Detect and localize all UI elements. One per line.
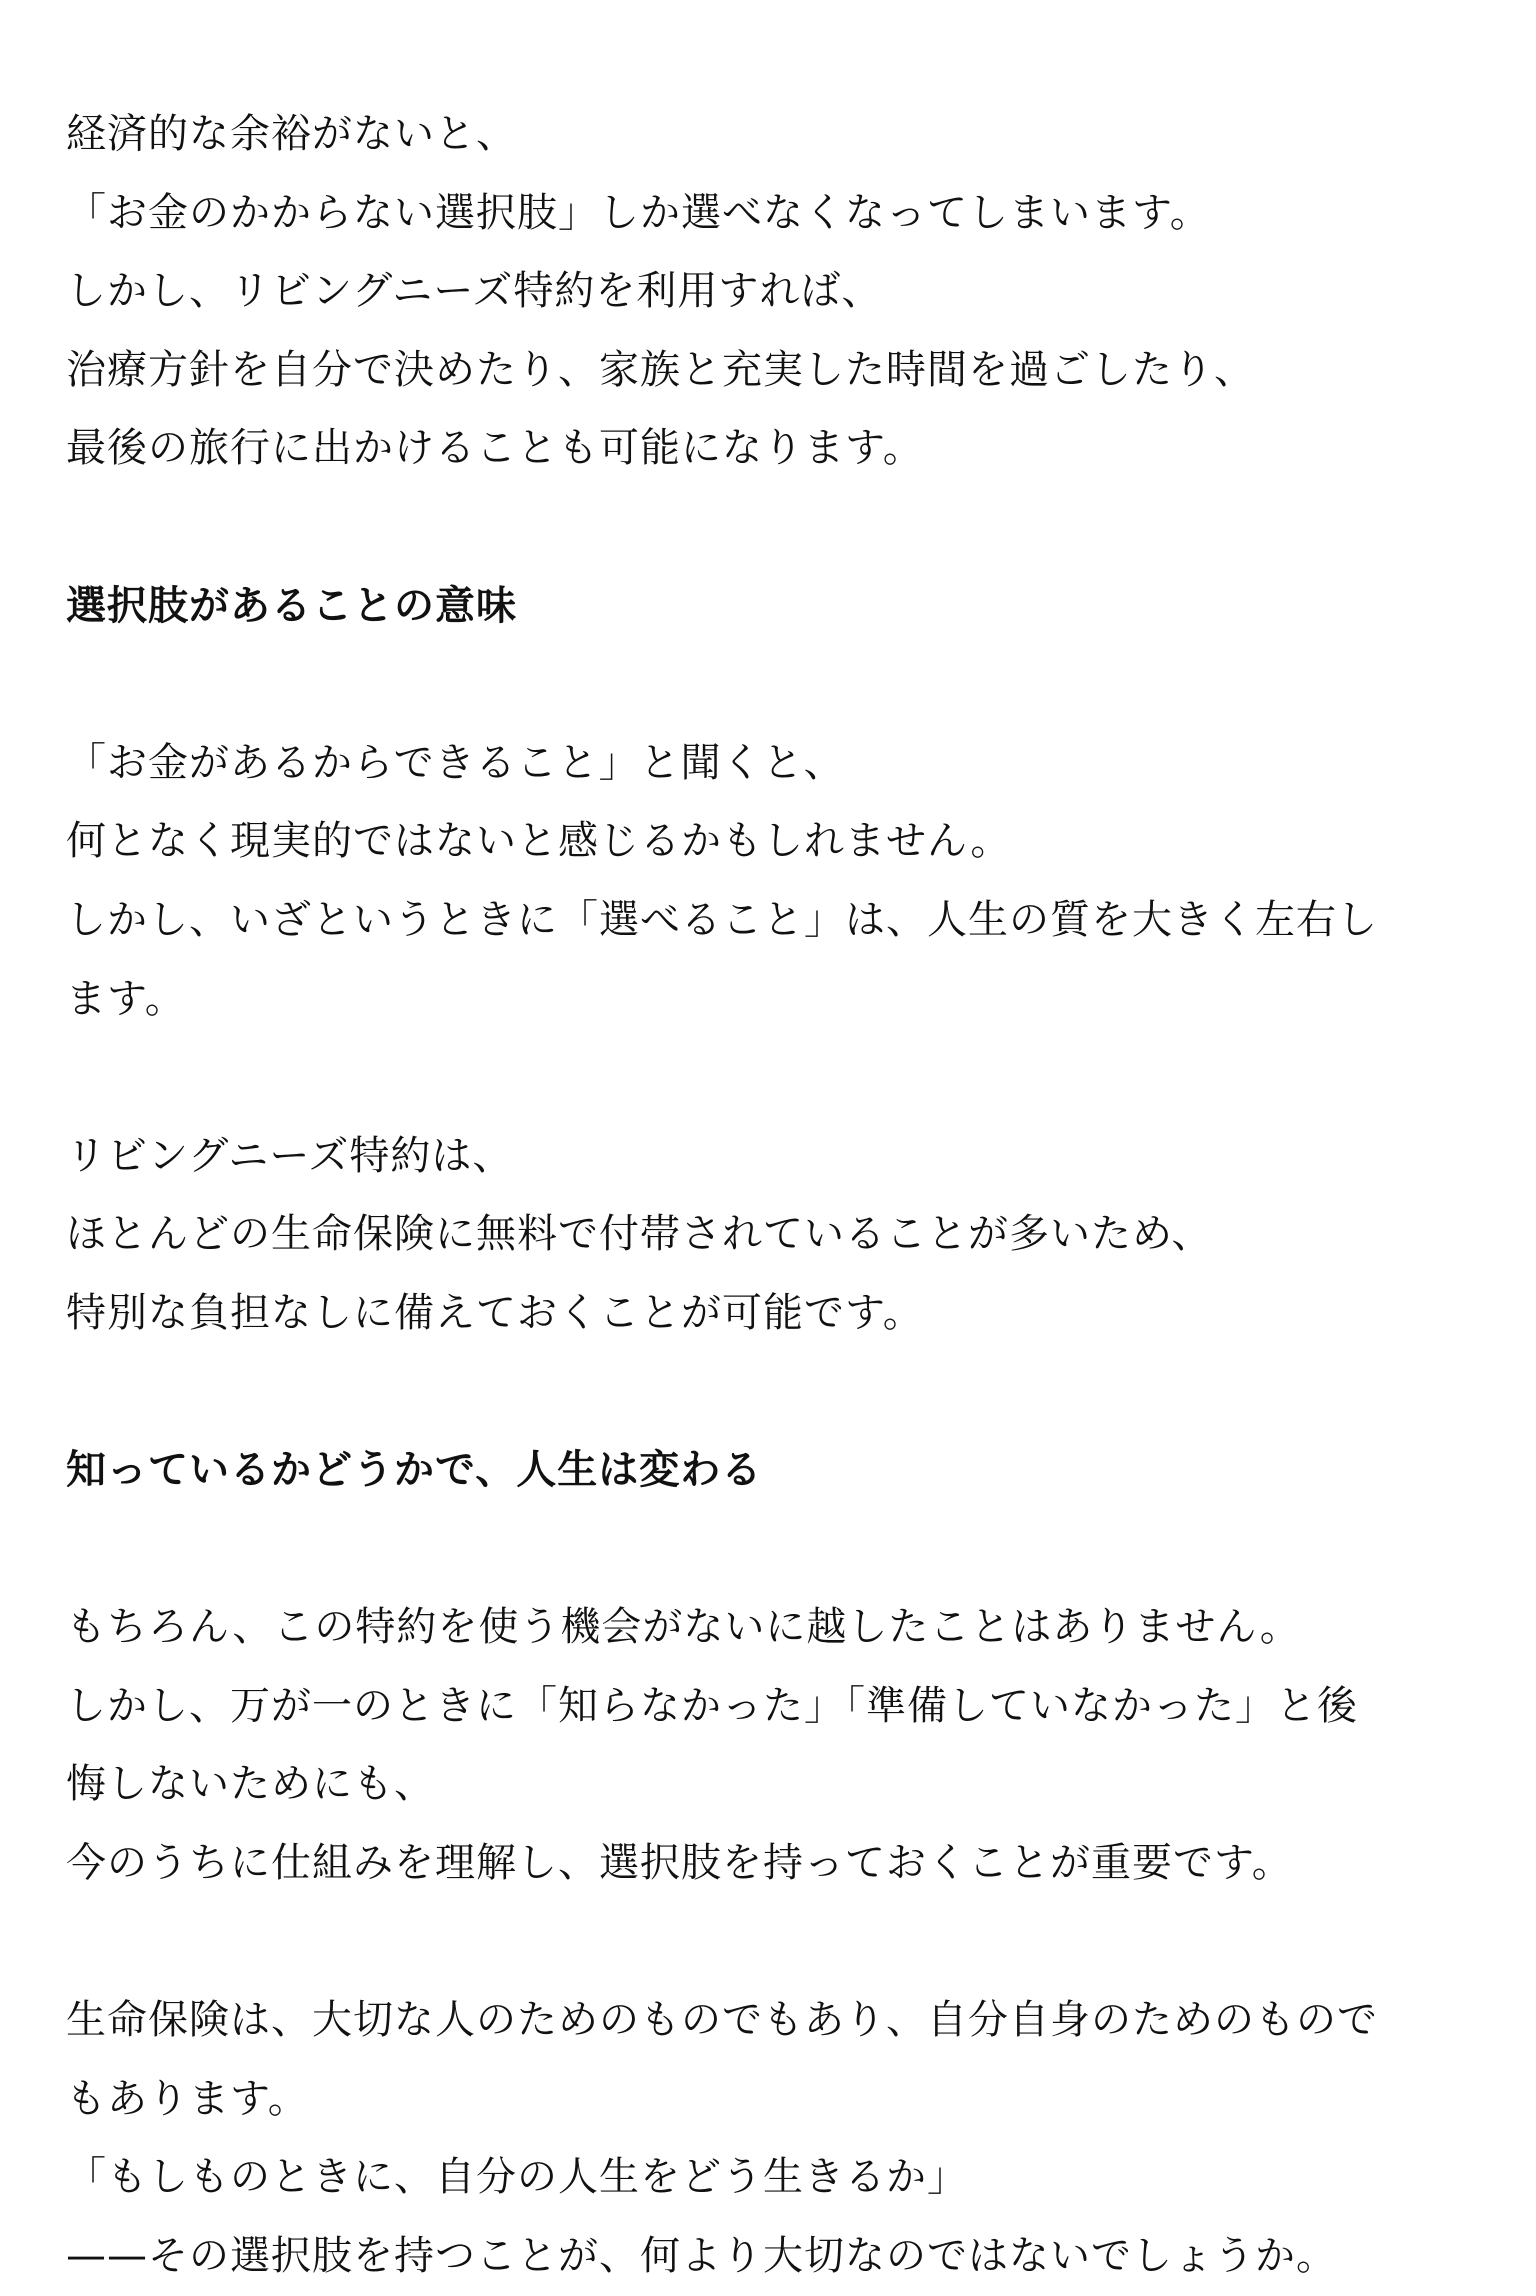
spacer — [66, 1903, 1486, 1982]
text-line: 「お金があるからできること」と聞くと、 — [66, 739, 845, 786]
text-line: もあります。 — [66, 2075, 309, 2122]
text-line: 特別な負担なしに備えておくことが可能です。 — [66, 1289, 924, 1336]
text-line: ほとんどの生命保険に無料で付帯されていることが多いため、 — [66, 1211, 1213, 1258]
text-line: しかし、万が一のときに「知らなかった」「準備していなかった」と後 — [66, 1682, 1358, 1729]
spacer — [66, 1510, 1486, 1589]
spacer — [66, 1353, 1486, 1432]
intro-paragraph — [66, 95, 1486, 488]
spacer — [66, 645, 1486, 724]
text-line: 「もしものときに、自分の人生をどう生きるか」 — [66, 2154, 968, 2201]
text-line: しかし、リビングニーズ特約を利用すれば、 — [66, 268, 883, 315]
section1-paragraph2 — [66, 1117, 1486, 1353]
text-line: リビングニーズ特約は、 — [66, 1132, 514, 1179]
spacer — [66, 1038, 1486, 1117]
section2-paragraph1 — [66, 1588, 1486, 1902]
section-heading: 選択肢があることの意味 — [66, 582, 517, 629]
document-body — [66, 95, 1486, 2296]
text-line: 最後の旅行に出かけることも可能になります。 — [66, 425, 924, 472]
text-line: ます。 — [66, 975, 186, 1022]
text-line: もちろん、この特約を使う機会がないに越したことはありません。 — [66, 1604, 1301, 1651]
spacer — [66, 488, 1486, 567]
text-line: しかし、いざというときに「選べること」は、人生の質を大きく左右し — [66, 896, 1378, 943]
text-line: 「お金のかからない選択肢」しか選べなくなってしまいます。 — [66, 189, 1211, 236]
text-line: 治療方針を自分で決めたり、家族と充実した時間を過ごしたり、 — [66, 346, 1255, 393]
section-heading: 知っているかどうかで、人生は変わる — [66, 1447, 763, 1494]
section1-paragraph1 — [66, 724, 1486, 1038]
section2-paragraph2 — [66, 1981, 1486, 2295]
text-line: ——その選択肢を持つことが、何より大切なのではないでしょうか。 — [66, 2233, 1337, 2280]
text-line: 生命保険は、大切な人のためのものでもあり、自分自身のためのもので — [66, 1997, 1378, 2044]
text-line: 経済的な余裕がないと、 — [66, 111, 517, 157]
text-line: 今のうちに仕組みを理解し、選択肢を持っておくことが重要です。 — [66, 1840, 1293, 1887]
text-line: 何となく現実的ではないと感じるかもしれません。 — [66, 818, 1012, 865]
text-line: 悔しないためにも、 — [66, 1761, 435, 1808]
